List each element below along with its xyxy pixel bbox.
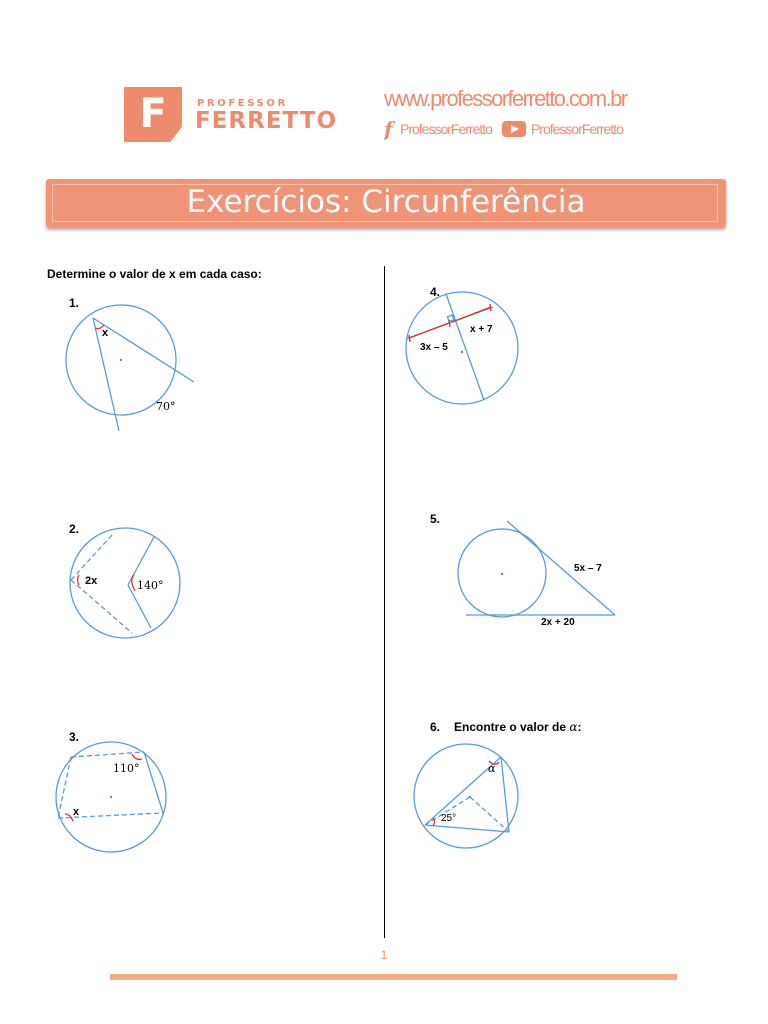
label-3-angle: 110° [113, 762, 140, 775]
footer-bar [110, 974, 677, 980]
label-6-angle: 25° [441, 813, 457, 824]
label-5-5x-minus-7: 5x – 7 [574, 563, 602, 574]
label-6-alpha: α [488, 762, 496, 775]
logo-subtitle: PROFESSOR [197, 98, 288, 109]
problem-3-number: 3. [69, 730, 80, 744]
label-4-3x-minus-5: 3x – 5 [420, 342, 448, 353]
angle-arcs [65, 325, 499, 826]
youtube-handle[interactable]: ProfessorFerretto [530, 121, 623, 137]
page-number: 1 [380, 948, 388, 962]
logo-name: FERRETTO [195, 108, 338, 134]
figure-1-secant [93, 318, 194, 382]
center-points [110, 351, 503, 798]
label-4-x-plus-7: x + 7 [470, 324, 493, 335]
facebook-icon[interactable]: f [384, 118, 392, 140]
figure-6 [414, 744, 518, 848]
instruction-text: Determine o valor de x em cada caso: [47, 267, 262, 281]
logo-letter: F [139, 91, 167, 137]
page-title: Exercícios: Circunferência [186, 184, 586, 220]
label-5-2x-plus-20: 2x + 20 [541, 617, 575, 628]
problem-6-number: 6. [430, 720, 441, 734]
problem-6-prompt-alpha: α [569, 720, 578, 734]
label-1-x: x [102, 327, 109, 339]
label-2-angle: 140° [137, 579, 164, 592]
label-3-x: x [73, 806, 80, 818]
facebook-handle[interactable]: ProfessorFerretto [400, 121, 492, 137]
problem-1-number: 1. [69, 296, 80, 310]
website-link[interactable]: www.professorferretto.com.br [384, 86, 627, 111]
label-2-2x: 2x [85, 575, 98, 587]
label-1-angle: 70° [156, 400, 176, 413]
problem-5-number: 5. [430, 512, 441, 526]
problem-2-number: 2. [69, 522, 80, 536]
problem-4-number: 4. [430, 285, 441, 299]
problem-6-prompt-text: Encontre o valor de [454, 720, 570, 734]
problem-6-prompt-colon: : [577, 720, 582, 734]
figure-6-circle [414, 744, 518, 848]
